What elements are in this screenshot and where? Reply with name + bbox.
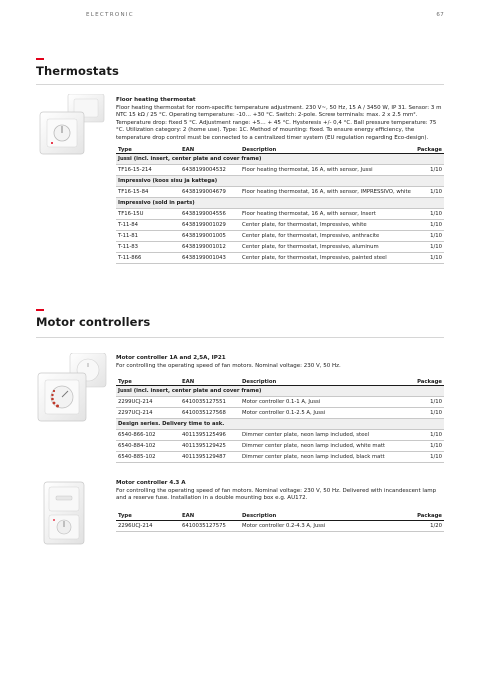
group-label: Impressivo (sold in parts) [116,198,444,209]
product-title: Motor controller 4.3 A [116,480,186,486]
section-divider [36,84,444,85]
cell-package: 1/10 [410,430,444,441]
table-row [116,165,444,176]
page-number: 67 [436,12,444,18]
section-title-thermostats: Thermostats [36,64,119,78]
cell-description: Motor controller 0.1-2.5 A, Jussi [240,408,410,419]
cell-package: 1/10 [415,220,444,231]
cell-ean: 4011395125496 [180,430,240,441]
group-label: Design series. Delivery time to ask. [116,419,444,430]
cell-type: TF16-15U [116,209,180,220]
cell-type: TF16-15-214 [116,165,180,176]
col-description: Description [240,513,393,521]
cell-ean: 6410035127551 [180,397,240,408]
cell-ean: 4011395129425 [180,441,240,452]
cell-type: T-11-84 [116,220,180,231]
table-row [116,242,444,253]
table-row [116,520,444,531]
cell-ean: 6438199004679 [180,187,240,198]
cell-type: T-11-866 [116,253,180,264]
motor-controller-image [36,353,110,427]
product-table [116,146,444,264]
table-group-row [116,419,444,430]
cell-description: Dimmer center plate, neon lamp included, black matt [240,452,410,463]
product-title: Floor heating thermostat [116,97,196,103]
table-row [116,231,444,242]
cell-description: Motor controller 0.2-4.3 A, Jussi [240,520,393,531]
col-package: Package [415,146,444,154]
table-header-row [116,513,444,521]
table-row [116,441,444,452]
cell-type: T-11-81 [116,231,180,242]
cell-package: 1/10 [415,253,444,264]
cell-ean: 6410035127575 [180,520,240,531]
cell-package: 1/20 [393,520,444,531]
col-description: Description [240,146,415,154]
table-row [116,397,444,408]
cell-ean: 6438199004532 [180,165,240,176]
cell-package: 1/10 [415,209,444,220]
table-group-row [116,386,444,397]
product-description: Floor heating thermostat for room-specific temperature adjustment. 230 V~, 50 Hz, 15 A / 3450 W, IP 31. Sensor: 3 m NTC 15 kΩ / 25 °C. Operating temperature: -10… +30 °C. Switch: 2-pole. Screw terminals: max. 2 x 2.5 mm². Temperature drop: fixed 5 °C. Adjustment range: +5… + 45 °C. Hysteresis +/- 0,4 °C. Ball pressure temperature: 75 °C. Utilization category: 2 (home use). Type: 1C. Method of mounting: fixed. To ensure energy efficiency, the temperature drop control must be connected to a centralized timer system (EU regulation regarding Eco-design). [116,104,442,141]
cell-type: T-11-83 [116,242,180,253]
cell-description: Floor heating thermostat, 16 A, with sensor, IMPRESSIVO, white [240,187,415,198]
col-description: Description [240,378,410,386]
cell-description: Center plate, for thermostat, Impressivo, painted steel [240,253,415,264]
cell-package: 1/10 [415,231,444,242]
col-ean: EAN [180,378,240,386]
group-label: Jussi (incl. insert, center plate and cover frame) [116,386,444,397]
thermostat-image [36,94,110,160]
table-row [116,452,444,463]
table-row [116,408,444,419]
table-row [116,253,444,264]
col-ean: EAN [180,146,240,154]
cell-type: 2299UCJ-214 [116,397,180,408]
cell-package: 1/10 [415,242,444,253]
table-header-row [116,378,444,386]
cell-description: Floor heating thermostat, 16 A, with sensor, Jussi [240,165,415,176]
section-divider [36,337,444,338]
cell-ean: 6438199004556 [180,209,240,220]
table-row [116,187,444,198]
table-group-row [116,198,444,209]
cell-ean: 6438199001029 [180,220,240,231]
table-row [116,220,444,231]
cell-type: 2296UCJ-214 [116,520,180,531]
cell-description: Dimmer center plate, neon lamp included, steel [240,430,410,441]
product-title: Motor controller 1A and 2,5A, IP21 [116,355,226,361]
product-description: For controlling the operating speed of fan motors. Nominal voltage: 230 V, 50 Hz. [116,362,341,369]
cell-type: TF16-15-84 [116,187,180,198]
cell-description: Center plate, for thermostat, Impressivo, anthracite [240,231,415,242]
cell-description: Center plate, for thermostat, Impressivo, aluminum [240,242,415,253]
col-package: Package [410,378,444,386]
section-title-motor-controllers: Motor controllers [36,315,151,329]
motor-controller-4a-image [42,480,98,550]
product-description: For controlling the operating speed of fan motors. Nominal voltage: 230 V, 50 Hz. Delivered with incandescent lamp and a reserve fuse. Installation in a double mounting box e.g. AU172. [116,487,437,502]
product-floor-heating-thermostat [116,97,444,264]
cell-ean: 6438199001005 [180,231,240,242]
col-ean: EAN [180,513,240,521]
cell-package: 1/10 [410,452,444,463]
section-accent [36,58,44,60]
cell-description: Motor controller 0.1-1 A, Jussi [240,397,410,408]
cell-package: 1/10 [410,441,444,452]
product-table [116,378,444,463]
cell-package: 1/10 [415,187,444,198]
cell-description: Dimmer center plate, neon lamp included, white matt [240,441,410,452]
group-label: Jussi (incl. insert, center plate and cover frame) [116,154,444,165]
cell-package: 1/10 [410,397,444,408]
cell-description: Center plate, for thermostat, Impressivo, white [240,220,415,231]
col-type: Type [116,513,180,521]
cell-package: 1/10 [410,408,444,419]
table-row [116,209,444,220]
table-group-row [116,154,444,165]
col-type: Type [116,378,180,386]
table-group-row [116,176,444,187]
table-row [116,430,444,441]
table-header-row [116,146,444,154]
product-motor-controller-1a [116,355,444,463]
group-label: Impressivo (koos sisu ja kattega) [116,176,444,187]
cell-ean: 6438199001043 [180,253,240,264]
cell-type: 6540-885-102 [116,452,180,463]
cell-type: 6540-866-102 [116,430,180,441]
section-accent [36,309,44,311]
product-table [116,513,444,532]
cell-type: 2297UCJ-214 [116,408,180,419]
cell-package: 1/10 [415,165,444,176]
cell-description: Floor heating thermostat, 16 A, with sensor, Insert [240,209,415,220]
cell-ean: 4011395129487 [180,452,240,463]
product-motor-controller-4a [116,480,444,532]
cell-ean: 6410035127568 [180,408,240,419]
header-category: ELECTRONIC [86,12,134,18]
col-type: Type [116,146,180,154]
cell-ean: 6438199001012 [180,242,240,253]
cell-type: 6540-884-102 [116,441,180,452]
col-package: Package [393,513,444,521]
